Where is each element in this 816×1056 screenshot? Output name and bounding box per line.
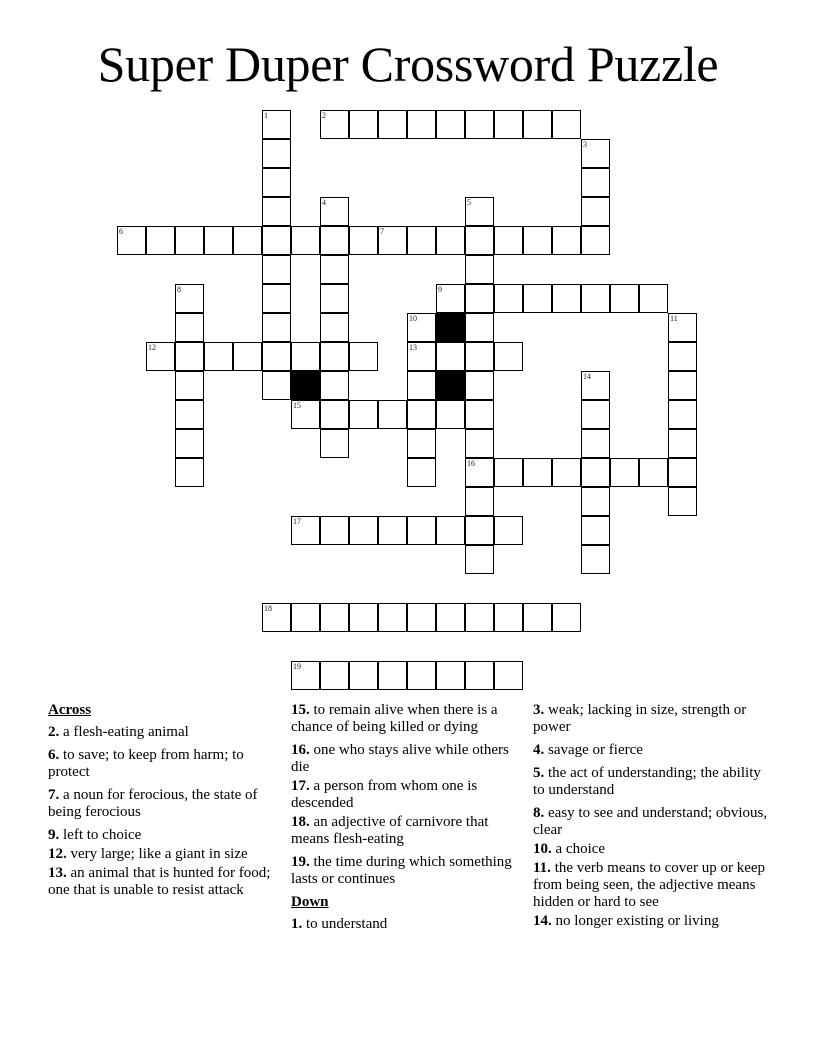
- grid-cell[interactable]: [175, 313, 204, 342]
- grid-cell[interactable]: [320, 313, 349, 342]
- clue-text: a person from whom one is descended: [291, 778, 478, 811]
- grid-cell[interactable]: [320, 255, 349, 284]
- grid-cell[interactable]: [175, 371, 204, 400]
- grid-cell[interactable]: [465, 516, 494, 545]
- grid-cell[interactable]: [407, 661, 436, 690]
- cell-number: 16: [467, 459, 475, 468]
- clue-number: 3.: [533, 702, 545, 718]
- cell-number: 5: [467, 198, 471, 207]
- grid-cell[interactable]: [523, 110, 552, 139]
- clue-across-7: [48, 787, 280, 821]
- across-heading: Across: [48, 702, 92, 718]
- grid-cell[interactable]: [291, 400, 320, 429]
- grid-cell[interactable]: [262, 284, 291, 313]
- grid-cell[interactable]: [523, 458, 552, 487]
- grid-cell[interactable]: [349, 342, 378, 371]
- clue-number: 6.: [48, 747, 60, 763]
- clue-number: 5.: [533, 765, 545, 781]
- grid-cell[interactable]: [581, 226, 610, 255]
- grid-cell[interactable]: [465, 429, 494, 458]
- grid-cell[interactable]: [291, 516, 320, 545]
- clue-number: 12.: [48, 846, 67, 862]
- grid-cell[interactable]: [262, 139, 291, 168]
- grid-cell[interactable]: [581, 545, 610, 574]
- clue-down-5: [533, 765, 768, 799]
- grid-cell[interactable]: [320, 226, 349, 255]
- grid-cell[interactable]: [262, 110, 291, 139]
- grid-cell[interactable]: [581, 139, 610, 168]
- cell-number: 11: [670, 314, 678, 323]
- grid-cell[interactable]: [581, 400, 610, 429]
- clue-number: 9.: [48, 827, 60, 843]
- grid-cell[interactable]: [465, 313, 494, 342]
- grid-cell[interactable]: [668, 313, 697, 342]
- grid-cell[interactable]: [407, 342, 436, 371]
- grid-cell[interactable]: [378, 110, 407, 139]
- grid-cell[interactable]: [465, 487, 494, 516]
- clue-across-6: [48, 747, 280, 781]
- puzzle-title: Super Duper Crossword Puzzle: [97, 36, 719, 92]
- grid-cell[interactable]: [175, 284, 204, 313]
- cell-number: 15: [293, 401, 301, 410]
- down-heading: Down: [291, 894, 329, 910]
- clues-column-2: [291, 702, 521, 939]
- cell-number: 3: [583, 140, 587, 149]
- clue-text: no longer existing or living: [555, 913, 719, 929]
- grid-cell[interactable]: [552, 226, 581, 255]
- grid-cell[interactable]: [175, 226, 204, 255]
- grid-cell[interactable]: [581, 284, 610, 313]
- cell-number: 2: [322, 111, 326, 120]
- cell-number: 18: [264, 604, 272, 613]
- clue-text: savage or fierce: [548, 742, 643, 758]
- clue-text: the verb means to cover up or keep from being seen, the adjective means hidden or hard to see: [533, 860, 766, 910]
- grid-cell[interactable]: [291, 342, 320, 371]
- grid-cell[interactable]: [465, 255, 494, 284]
- grid-cell[interactable]: [494, 342, 523, 371]
- clue-text: the act of understanding; the ability to understand: [533, 765, 761, 798]
- grid-cell[interactable]: [668, 371, 697, 400]
- grid-cell[interactable]: [494, 661, 523, 690]
- grid-cell[interactable]: [204, 342, 233, 371]
- grid-cell[interactable]: [581, 197, 610, 226]
- grid-cell[interactable]: [117, 226, 146, 255]
- clue-number: 1.: [291, 916, 303, 932]
- grid-cell[interactable]: [262, 603, 291, 632]
- grid-cell[interactable]: [262, 371, 291, 400]
- grid-cell[interactable]: [175, 342, 204, 371]
- grid-cell[interactable]: [349, 400, 378, 429]
- cell-number: 10: [409, 314, 417, 323]
- grid-cell[interactable]: [552, 284, 581, 313]
- grid-cell[interactable]: [436, 226, 465, 255]
- grid-cell[interactable]: [436, 661, 465, 690]
- grid-cell[interactable]: [668, 487, 697, 516]
- black-square: [436, 371, 465, 400]
- grid-cell[interactable]: [465, 661, 494, 690]
- cell-number: 19: [293, 662, 301, 671]
- black-square: [291, 371, 320, 400]
- grid-cell[interactable]: [436, 110, 465, 139]
- grid-cell[interactable]: [494, 284, 523, 313]
- grid-cell[interactable]: [465, 603, 494, 632]
- grid-cell[interactable]: [262, 197, 291, 226]
- grid-cell[interactable]: [639, 458, 668, 487]
- grid-cell[interactable]: [465, 400, 494, 429]
- cell-number: 7: [380, 227, 384, 236]
- grid-cell[interactable]: [494, 110, 523, 139]
- grid-cell[interactable]: [610, 458, 639, 487]
- grid-cell[interactable]: [436, 603, 465, 632]
- grid-cell[interactable]: [465, 458, 494, 487]
- grid-cell[interactable]: [407, 603, 436, 632]
- grid-cell[interactable]: [465, 226, 494, 255]
- grid-cell[interactable]: [349, 661, 378, 690]
- grid-cell[interactable]: [378, 400, 407, 429]
- grid-cell[interactable]: [436, 400, 465, 429]
- grid-cell[interactable]: [610, 284, 639, 313]
- grid-cell[interactable]: [407, 400, 436, 429]
- cell-number: 6: [119, 227, 123, 236]
- clue-down-8: [533, 805, 768, 839]
- grid-cell[interactable]: [639, 284, 668, 313]
- clue-text: easy to see and understand; obvious, clear: [533, 805, 768, 838]
- grid-cell[interactable]: [465, 110, 494, 139]
- grid-cell[interactable]: [378, 226, 407, 255]
- grid-cell[interactable]: [407, 313, 436, 342]
- grid-cell[interactable]: [320, 516, 349, 545]
- clue-number: 8.: [533, 805, 545, 821]
- grid-cell[interactable]: [523, 284, 552, 313]
- grid-cell[interactable]: [349, 226, 378, 255]
- clues-column-3: [533, 702, 768, 936]
- clue-number: 10.: [533, 841, 552, 857]
- grid-cell[interactable]: [146, 226, 175, 255]
- clue-number: 13.: [48, 865, 67, 881]
- cell-number: 9: [438, 285, 442, 294]
- clue-across-18: [291, 814, 521, 848]
- clue-text: a flesh-eating animal: [63, 724, 189, 740]
- clue-number: 19.: [291, 854, 310, 870]
- grid-cell[interactable]: [233, 226, 262, 255]
- grid-cell[interactable]: [175, 458, 204, 487]
- clue-across-2: [48, 724, 280, 741]
- grid-cell[interactable]: [320, 342, 349, 371]
- grid-cell[interactable]: [407, 429, 436, 458]
- grid-cell[interactable]: [581, 487, 610, 516]
- cell-number: 12: [148, 343, 156, 352]
- grid-cell[interactable]: [581, 371, 610, 400]
- grid-cell[interactable]: [494, 226, 523, 255]
- grid-cell[interactable]: [204, 226, 233, 255]
- clue-number: 16.: [291, 742, 310, 758]
- grid-cell[interactable]: [175, 400, 204, 429]
- grid-cell[interactable]: [320, 371, 349, 400]
- grid-cell[interactable]: [552, 458, 581, 487]
- grid-cell[interactable]: [378, 661, 407, 690]
- grid-cell[interactable]: [494, 458, 523, 487]
- grid-cell[interactable]: [407, 516, 436, 545]
- grid-cell[interactable]: [668, 342, 697, 371]
- grid-cell[interactable]: [581, 458, 610, 487]
- grid-cell[interactable]: [668, 400, 697, 429]
- grid-cell[interactable]: [262, 342, 291, 371]
- clue-number: 14.: [533, 913, 552, 929]
- grid-cell[interactable]: [320, 400, 349, 429]
- grid-cell[interactable]: [262, 313, 291, 342]
- clue-text: one who stays alive while others die: [291, 742, 509, 775]
- clue-text: weak; lacking in size, strength or power: [533, 702, 747, 735]
- clue-text: a choice: [555, 841, 606, 857]
- grid-cell[interactable]: [465, 284, 494, 313]
- grid-cell[interactable]: [465, 342, 494, 371]
- grid-cell[interactable]: [581, 168, 610, 197]
- clue-across-16: [291, 742, 521, 776]
- grid-cell[interactable]: [320, 661, 349, 690]
- grid-cell[interactable]: [407, 458, 436, 487]
- clue-number: 7.: [48, 787, 60, 803]
- grid-cell[interactable]: [668, 429, 697, 458]
- grid-cell[interactable]: [378, 603, 407, 632]
- grid-cell[interactable]: [146, 342, 175, 371]
- clue-text: to understand: [306, 916, 388, 932]
- grid-cell[interactable]: [320, 429, 349, 458]
- clue-across-17: [291, 778, 521, 812]
- clue-number: 15.: [291, 702, 310, 718]
- clue-down-4: [533, 742, 768, 759]
- grid-cell[interactable]: [320, 197, 349, 226]
- grid-cell[interactable]: [465, 197, 494, 226]
- grid-cell[interactable]: [494, 516, 523, 545]
- grid-cell[interactable]: [349, 110, 378, 139]
- grid-cell[interactable]: [407, 110, 436, 139]
- clue-text: the time during which something lasts or continues: [291, 854, 512, 887]
- grid-cell[interactable]: [262, 255, 291, 284]
- grid-cell[interactable]: [581, 429, 610, 458]
- clue-text: very large; like a giant in size: [70, 846, 248, 862]
- clue-down-10: [533, 841, 768, 858]
- grid-cell[interactable]: [581, 516, 610, 545]
- clue-down-11: [533, 860, 768, 911]
- clue-number: 11.: [533, 860, 551, 876]
- clue-text: left to choice: [63, 827, 142, 843]
- grid-cell[interactable]: [552, 603, 581, 632]
- clue-text: to save; to keep from harm; to protect: [48, 747, 244, 780]
- clue-across-13: [48, 865, 280, 899]
- clue-text: a noun for ferocious, the state of being ferocious: [48, 787, 258, 820]
- grid-cell[interactable]: [175, 429, 204, 458]
- grid-cell[interactable]: [320, 110, 349, 139]
- clue-text: an adjective of carnivore that means flesh-eating: [291, 814, 489, 847]
- black-square: [436, 313, 465, 342]
- clue-text: an animal that is hunted for food; one that is unable to resist attack: [48, 865, 271, 898]
- clue-number: 2.: [48, 724, 60, 740]
- cell-number: 4: [322, 198, 326, 207]
- clue-across-12: [48, 846, 280, 863]
- grid-cell[interactable]: [523, 226, 552, 255]
- cell-number: 14: [583, 372, 591, 381]
- grid-cell[interactable]: [436, 284, 465, 313]
- clues-column-1: [48, 702, 280, 905]
- clue-number: 4.: [533, 742, 545, 758]
- clue-down-14: [533, 913, 768, 930]
- grid-cell[interactable]: [291, 226, 320, 255]
- cell-number: 13: [409, 343, 417, 352]
- grid-cell[interactable]: [494, 603, 523, 632]
- grid-cell[interactable]: [523, 603, 552, 632]
- grid-cell[interactable]: [668, 458, 697, 487]
- grid-cell[interactable]: [349, 516, 378, 545]
- grid-cell[interactable]: [291, 603, 320, 632]
- clue-across-19: [291, 854, 521, 888]
- grid-cell[interactable]: [320, 284, 349, 313]
- grid-cell[interactable]: [436, 342, 465, 371]
- clue-number: 17.: [291, 778, 310, 794]
- clue-across-9: [48, 827, 280, 844]
- cell-number: 17: [293, 517, 301, 526]
- cell-number: 1: [264, 111, 268, 120]
- grid-cell[interactable]: [378, 516, 407, 545]
- grid-cell[interactable]: [552, 110, 581, 139]
- grid-cell[interactable]: [262, 226, 291, 255]
- grid-cell[interactable]: [233, 342, 262, 371]
- grid-cell[interactable]: [465, 545, 494, 574]
- grid-cell[interactable]: [349, 603, 378, 632]
- grid-cell[interactable]: [407, 371, 436, 400]
- grid-cell[interactable]: [291, 661, 320, 690]
- clue-number: 18.: [291, 814, 310, 830]
- grid-cell[interactable]: [320, 603, 349, 632]
- clue-text: to remain alive when there is a chance of being killed or dying: [291, 702, 498, 735]
- clue-across-15: [291, 702, 521, 736]
- clue-down-1: [291, 916, 521, 933]
- grid-cell[interactable]: [262, 168, 291, 197]
- grid-cell[interactable]: [436, 516, 465, 545]
- cell-number: 8: [177, 285, 181, 294]
- clue-down-3: [533, 702, 768, 736]
- grid-cell[interactable]: [465, 371, 494, 400]
- grid-cell[interactable]: [407, 226, 436, 255]
